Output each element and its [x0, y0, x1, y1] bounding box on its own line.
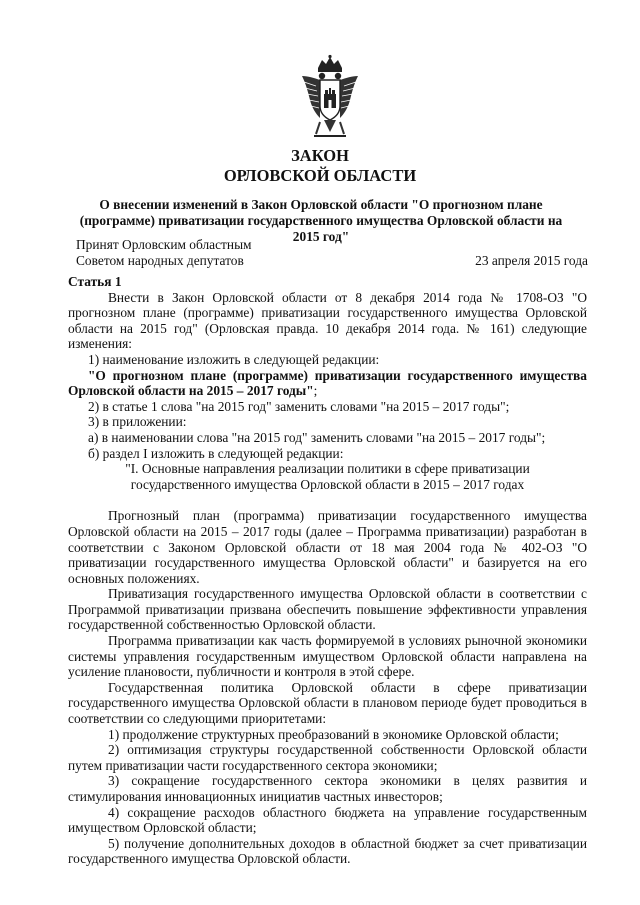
paragraph: Прогнозный план (программа) приватизации государственного имущества Орловской области на 2015 – 2017 годы (далее – Программа приватизации) разработан в соответствии с Законом Орловской области от 18 мая 2004 года № 402-ОЗ "О приватизации государственного имущества Орловской области" и базируется на его основных положениях.	[68, 508, 587, 586]
amendment-item-1: 1) наименование изложить в следующей редакции:	[88, 351, 380, 367]
article-heading: Статья 1	[68, 274, 122, 289]
priority-item: 2) оптимизация структуры государственной собственности Орловской области путем приватизации части государственного сектора экономики;	[68, 742, 587, 773]
amendment-item-3b: б) раздел I изложить в следующей редакции:	[88, 445, 344, 461]
priority-item: 5) получение дополнительных доходов в областной бюджет за счет приватизации государственного имущества Орловской области.	[68, 835, 587, 867]
document-title-line2: ОРЛОВСКОЙ ОБЛАСТИ	[223, 166, 417, 185]
priority-item: 1) продолжение структурных преобразований в экономике Орловской области;	[108, 726, 559, 742]
document-subtitle: О внесении изменений в Закон Орловской области "О прогнозном плане (программе) приватизации государственного имущества Орловской области на 2015 год"	[79, 197, 563, 244]
paragraph: Программа приватизации как часть формируемой в условиях рыночной экономики системы управления государственным имуществом Орловской области направлена на усиление плановости, публичности и контроля в этой сфере.	[68, 633, 587, 680]
amendment-new-name	[68, 368, 587, 399]
amendment-item-3: 3) в приложении:	[88, 414, 187, 430]
document-body	[68, 274, 587, 867]
paragraph: Приватизация государственного имущества Орловской области в соответствии с Программой приватизации призвана обеспечить повышение эффективности управления государственной собственностью Орловской области.	[68, 586, 587, 633]
priority-item: 3) сокращение государственного сектора экономики в целях развития и стимулирования инновационных инициатив частных инвесторов;	[68, 773, 587, 804]
amendment-item-2: 2) в статье 1 слова "на 2015 год" заменить словами "на 2015 – 2017 годы";	[88, 398, 510, 414]
document-title-line1: ЗАКОН	[291, 146, 349, 165]
coat-of-arms-icon	[296, 54, 364, 140]
amendment-item-3a: а) в наименовании слова "на 2015 год" заменить словами "на 2015 – 2017 годы";	[88, 429, 546, 445]
section-title: "I. Основные направления реализации политики в сфере приватизации государственного имущества Орловской области в 2015 – 2017 годах	[125, 461, 530, 492]
adoption-date: 23 апреля 2015 года	[475, 253, 588, 268]
adoption-line2: Советом народных депутатов	[76, 253, 244, 268]
adoption-line1: Принят Орловским областным	[76, 237, 252, 252]
new-name-tail: ;	[313, 383, 318, 399]
article-intro: Внести в Закон Орловской области от 8 декабря 2014 года № 1708-ОЗ "О прогнозном плане (программе) приватизации государственного имущества Орловской области на 2015 год" (Орловская правда. 10 декабря 2014 года. № 161) следующие изменения:	[68, 289, 587, 352]
new-name-text: "О прогнозном плане (программе) приватизации государственного имущества Орловской области на 2015 – 2017 годы"	[68, 367, 587, 399]
paragraph: Государственная политика Орловской области в сфере приватизации государственного имущества Орловской области в плановом периоде будет проводиться в соответствии со следующими приоритетами:	[68, 679, 587, 727]
priority-item: 4) сокращение расходов областного бюджета на управление государственным имуществом Орловской области;	[68, 804, 587, 836]
spacer	[68, 492, 587, 508]
adoption-info	[76, 237, 376, 269]
